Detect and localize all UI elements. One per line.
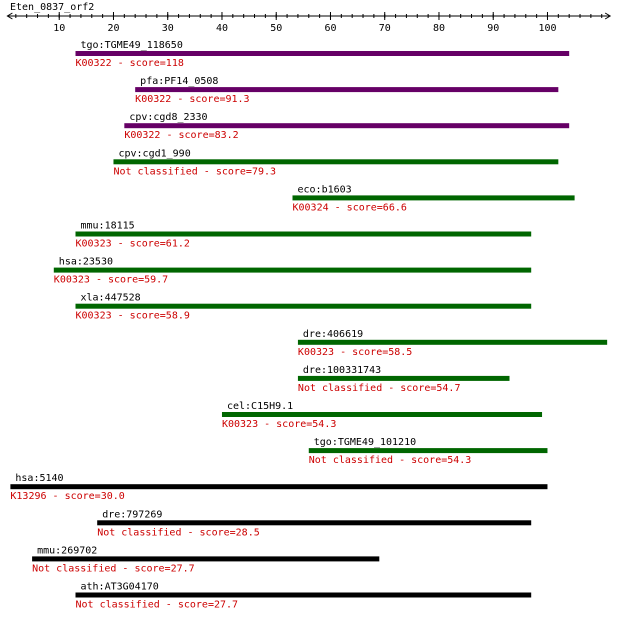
hit-row[interactable] <box>76 221 532 250</box>
hit-bar[interactable] <box>76 51 570 56</box>
hit-subtitle: K00322 - score=91.3 <box>135 94 250 106</box>
hit-bar[interactable] <box>97 520 531 525</box>
hit-subtitle: Not classified - score=27.7 <box>32 563 195 575</box>
hit-bar[interactable] <box>298 376 510 381</box>
hit-row[interactable] <box>124 112 569 141</box>
hit-subtitle: Not classified - score=27.7 <box>75 599 239 611</box>
tick-label: 10 <box>53 23 66 34</box>
hit-subtitle: K13296 - score=30.0 <box>10 491 125 503</box>
hit-row[interactable] <box>135 76 558 105</box>
tick-label: 100 <box>538 23 557 34</box>
hit-row[interactable] <box>76 582 532 611</box>
hit-gene-label[interactable]: dre:100331743 <box>302 364 382 376</box>
hit-row[interactable] <box>10 473 547 502</box>
position-axis <box>7 12 610 34</box>
tick-label: 20 <box>107 23 120 34</box>
hit-row[interactable] <box>97 509 531 538</box>
hit-gene-label[interactable]: cpv:cgd1_990 <box>118 148 191 160</box>
hit-gene-label[interactable]: dre:797269 <box>102 509 163 521</box>
hit-subtitle: K00322 - score=118 <box>75 58 184 69</box>
hit-bar[interactable] <box>298 340 607 345</box>
hit-gene-label[interactable]: cpv:cgd8_2330 <box>129 112 208 124</box>
tick-label: 50 <box>270 23 283 34</box>
hit-bar[interactable] <box>135 87 558 92</box>
hit-bar[interactable] <box>309 448 548 453</box>
hit-bar[interactable] <box>76 232 532 237</box>
hit-bar[interactable] <box>124 123 569 128</box>
hit-bar[interactable] <box>10 484 547 489</box>
hit-bar[interactable] <box>76 304 532 309</box>
hit-subtitle: Not classified - score=54.7 <box>297 382 461 394</box>
hit-gene-label[interactable]: pfa:PF14_0508 <box>140 76 219 88</box>
tick-label: 40 <box>215 23 228 34</box>
hit-bar[interactable] <box>113 159 558 164</box>
hit-subtitle: Not classified - score=79.3 <box>113 166 277 178</box>
hit-bar[interactable] <box>222 412 542 417</box>
hit-subtitle: K00323 - score=59.7 <box>53 274 169 286</box>
hit-bar[interactable] <box>293 195 575 200</box>
hit-gene-label[interactable]: tgo:TGME49_118650 <box>80 40 183 51</box>
hit-subtitle: K00323 - score=61.2 <box>75 238 190 250</box>
tick-label: 60 <box>324 23 337 34</box>
hit-subtitle: K00323 - score=54.3 <box>221 419 337 430</box>
query-title: Eten_0837_orf2 <box>10 2 95 13</box>
hit-row[interactable] <box>298 365 510 394</box>
hit-subtitle: Not classified - score=28.5 <box>97 527 260 539</box>
hit-subtitle: K00322 - score=83.2 <box>124 130 239 142</box>
tick-label: 80 <box>432 23 445 34</box>
hit-gene-label[interactable]: hsa:5140 <box>15 473 64 485</box>
hit-row[interactable] <box>113 148 558 177</box>
hit-row[interactable] <box>298 329 607 358</box>
hit-row[interactable] <box>32 545 379 574</box>
hit-subtitle: Not classified - score=54.3 <box>308 455 472 467</box>
tick-label: 30 <box>161 23 174 34</box>
hit-subtitle: K00323 - score=58.9 <box>75 310 190 322</box>
hit-row[interactable] <box>76 40 570 69</box>
hit-subtitle: K00324 - score=66.6 <box>292 202 407 214</box>
hit-gene-label[interactable]: eco:b1603 <box>297 184 352 196</box>
hit-gene-label[interactable]: ath:AT3G04170 <box>80 581 159 593</box>
tick-label: 70 <box>378 23 391 34</box>
hit-gene-label[interactable]: xla:447528 <box>80 292 141 304</box>
tick-label: 90 <box>487 23 500 34</box>
hit-gene-label[interactable]: mmu:18115 <box>80 220 135 232</box>
hit-bar[interactable] <box>32 556 379 561</box>
hit-gene-label[interactable]: cel:C15H9.1 <box>226 401 294 412</box>
hit-subtitle: K00323 - score=58.5 <box>297 346 413 358</box>
hit-row[interactable] <box>309 437 548 466</box>
hit-gene-label[interactable]: tgo:TGME49_101210 <box>313 437 417 449</box>
hit-gene-label[interactable]: hsa:23530 <box>58 256 113 268</box>
hit-list <box>10 40 607 611</box>
hit-row[interactable] <box>293 184 575 213</box>
hit-row[interactable] <box>76 293 532 322</box>
hit-gene-label[interactable]: dre:406619 <box>302 328 364 340</box>
hit-row[interactable] <box>54 257 531 286</box>
hit-gene-label[interactable]: mmu:269702 <box>37 545 98 557</box>
hit-bar[interactable] <box>54 268 531 273</box>
hit-row[interactable] <box>222 401 542 430</box>
hit-bar[interactable] <box>76 593 532 598</box>
